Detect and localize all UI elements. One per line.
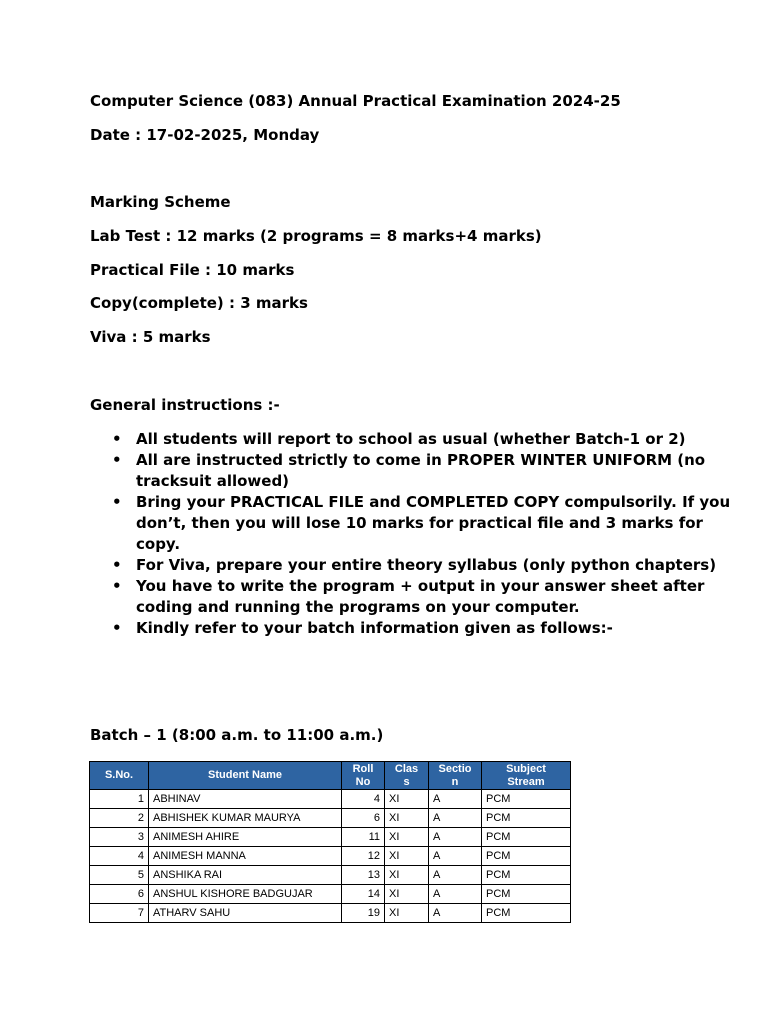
cell-roll-no: 6: [342, 809, 385, 828]
lab-test-marks: Lab Test : 12 marks (2 programs = 8 marks+4 marks): [90, 227, 542, 245]
cell-section: A: [429, 790, 482, 809]
table-row: [90, 790, 571, 809]
cell-student-name: ANIMESH MANNA: [149, 847, 342, 866]
bullet-icon: •: [112, 451, 122, 469]
bullet-icon: •: [112, 493, 122, 511]
table-row: [90, 847, 571, 866]
column-header-stream: Subject Stream: [482, 762, 571, 790]
cell-section: A: [429, 866, 482, 885]
cell-roll-no: 11: [342, 828, 385, 847]
cell-student-name: ANSHIKA RAI: [149, 866, 342, 885]
column-header-sno: S.No.: [90, 762, 149, 790]
cell-roll-no: 12: [342, 847, 385, 866]
bullet-icon: •: [112, 619, 122, 637]
exam-date: Date : 17-02-2025, Monday: [90, 126, 320, 144]
cell-stream: PCM: [482, 866, 571, 885]
table-row: [90, 809, 571, 828]
table-row: [90, 885, 571, 904]
cell-student-name: ABHINAV: [149, 790, 342, 809]
list-item: • Bring your PRACTICAL FILE and COMPLETED COPY compulsorily. If you don’t, then you will lose 10 marks for practical file and 3 marks for copy.: [112, 493, 731, 553]
cell-student-name: ANIMESH AHIRE: [149, 828, 342, 847]
cell-stream: PCM: [482, 809, 571, 828]
cell-stream: PCM: [482, 885, 571, 904]
cell-stream: PCM: [482, 904, 571, 923]
cell-roll-no: 14: [342, 885, 385, 904]
cell-class: XI: [385, 904, 429, 923]
list-item: • Kindly refer to your batch information given as follows:-: [112, 619, 613, 637]
cell-section: A: [429, 885, 482, 904]
cell-sno: 6: [90, 885, 149, 904]
viva-marks: Viva : 5 marks: [90, 328, 211, 346]
table-row: [90, 904, 571, 923]
bullet-icon: •: [112, 556, 122, 574]
cell-section: A: [429, 809, 482, 828]
practical-file-marks: Practical File : 10 marks: [90, 261, 295, 279]
cell-roll-no: 19: [342, 904, 385, 923]
list-item: • For Viva, prepare your entire theory syllabus (only python chapters): [112, 556, 717, 574]
table-header-row: [90, 762, 571, 790]
cell-stream: PCM: [482, 828, 571, 847]
cell-sno: 5: [90, 866, 149, 885]
cell-section: A: [429, 904, 482, 923]
cell-sno: 3: [90, 828, 149, 847]
cell-class: XI: [385, 866, 429, 885]
cell-sno: 1: [90, 790, 149, 809]
cell-class: XI: [385, 847, 429, 866]
document-title: Computer Science (083) Annual Practical Examination 2024-25: [90, 92, 621, 110]
cell-stream: PCM: [482, 847, 571, 866]
cell-class: XI: [385, 790, 429, 809]
batch-table: [89, 761, 571, 923]
cell-student-name: ABHISHEK KUMAR MAURYA: [149, 809, 342, 828]
instructions-list: [90, 429, 736, 639]
cell-roll-no: 13: [342, 866, 385, 885]
cell-section: A: [429, 847, 482, 866]
cell-student-name: ANSHUL KISHORE BADGUJAR: [149, 885, 342, 904]
copy-marks: Copy(complete) : 3 marks: [90, 294, 308, 312]
cell-stream: PCM: [482, 790, 571, 809]
bullet-icon: •: [112, 577, 122, 595]
cell-sno: 2: [90, 809, 149, 828]
column-header-class: Class: [385, 762, 429, 790]
column-header-name: Student Name: [149, 762, 342, 790]
column-header-roll: Roll No: [342, 762, 385, 790]
cell-section: A: [429, 828, 482, 847]
table-row: [90, 828, 571, 847]
list-item: • You have to write the program + output in your answer sheet after coding and running the programs on your computer.: [112, 577, 705, 616]
cell-class: XI: [385, 828, 429, 847]
cell-sno: 4: [90, 847, 149, 866]
list-item: • All are instructed strictly to come in PROPER WINTER UNIFORM (no tracksuit allowed): [112, 451, 706, 490]
cell-sno: 7: [90, 904, 149, 923]
marking-scheme-heading: Marking Scheme: [90, 193, 231, 211]
cell-class: XI: [385, 809, 429, 828]
table-row: [90, 866, 571, 885]
instructions-heading: General instructions :-: [90, 396, 280, 414]
cell-class: XI: [385, 885, 429, 904]
cell-roll-no: 4: [342, 790, 385, 809]
list-item: • All students will report to school as usual (whether Batch-1 or 2): [112, 430, 686, 448]
bullet-icon: •: [112, 430, 122, 448]
batch-heading: Batch – 1 (8:00 a.m. to 11:00 a.m.): [90, 726, 384, 744]
cell-student-name: ATHARV SAHU: [149, 904, 342, 923]
column-header-section: Section: [429, 762, 482, 790]
